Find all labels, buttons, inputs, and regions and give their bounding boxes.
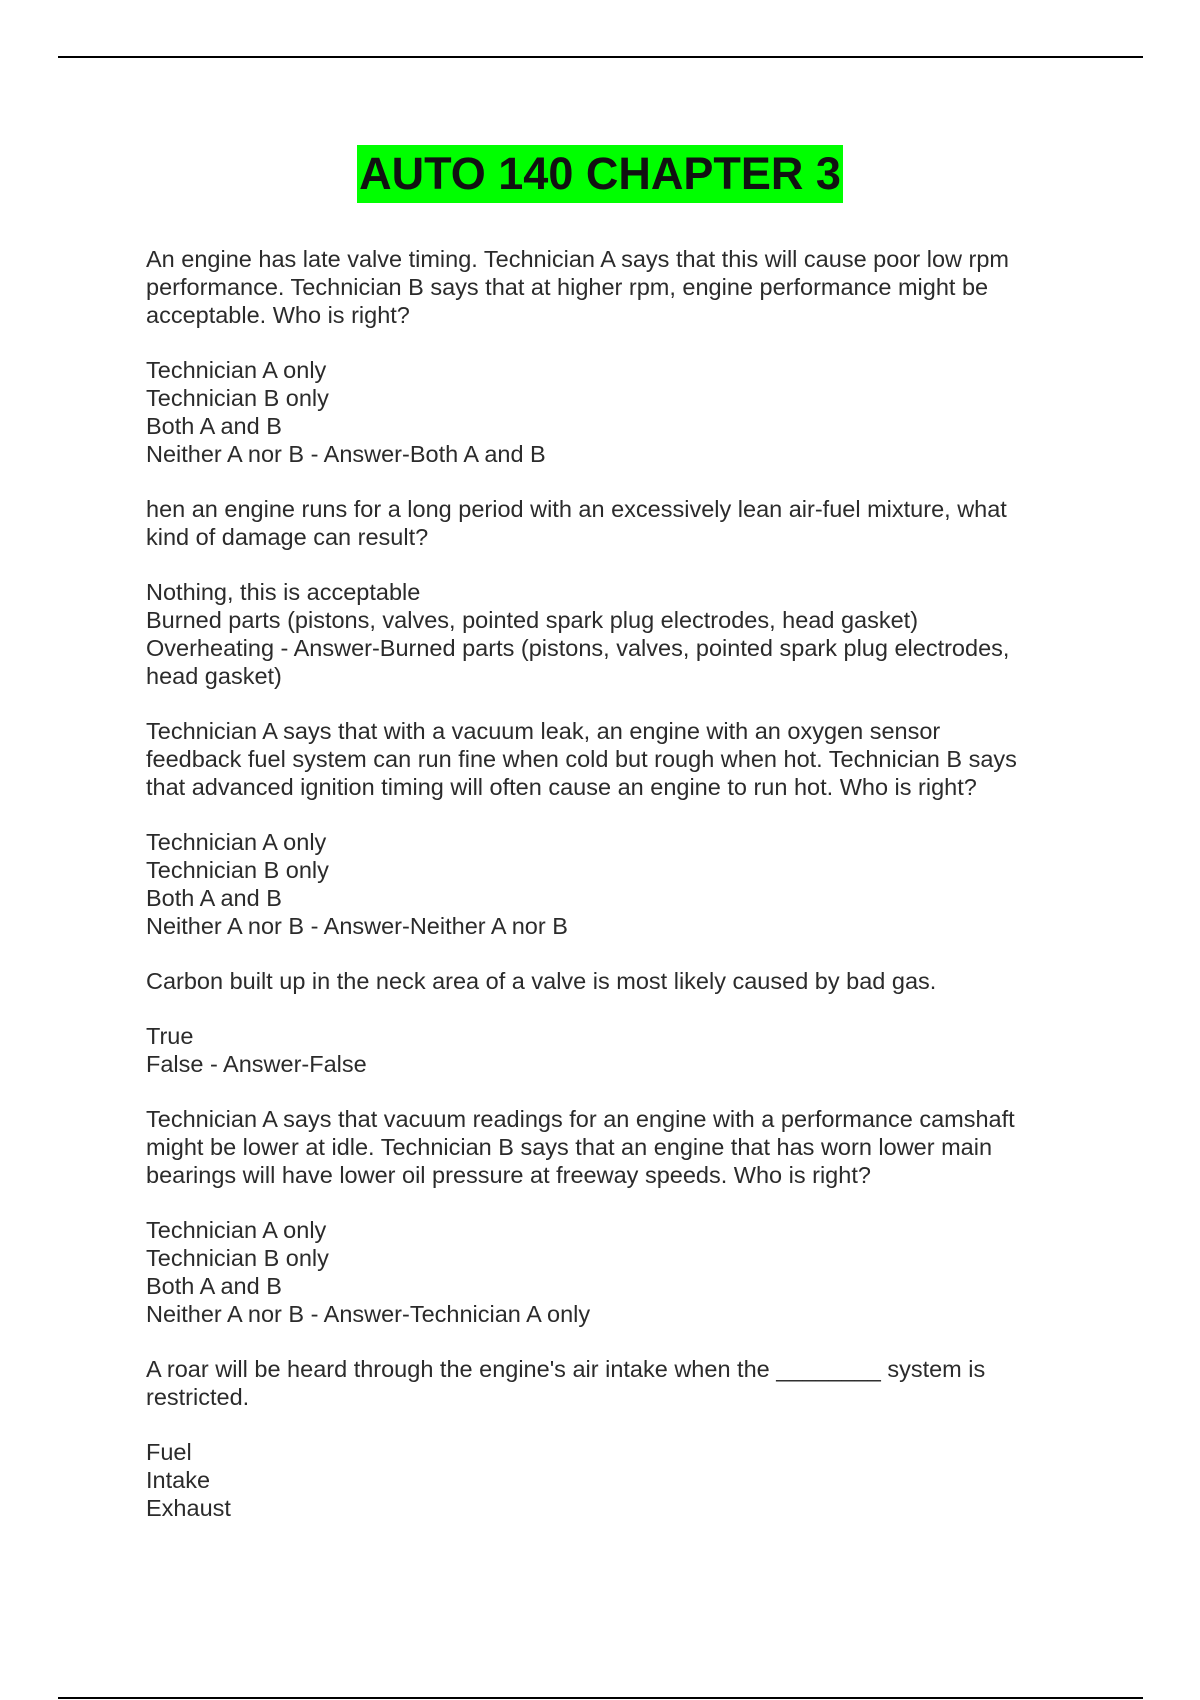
text-line: Technician A only <box>146 829 327 855</box>
text-line: Technician B only <box>146 1245 329 1271</box>
text-line: acceptable. Who is right? <box>146 302 410 328</box>
text-line: Carbon built up in the neck area of a valve is most likely caused by bad gas. <box>146 968 937 994</box>
text-line: An engine has late valve timing. Technician A says that this will cause poor low rpm <box>146 246 1009 272</box>
text-line: Technician B only <box>146 857 329 883</box>
text-line: Both A and B <box>146 413 282 439</box>
text-block <box>146 1105 1066 1189</box>
text-block <box>146 1216 1066 1328</box>
text-line: performance. Technician B says that at higher rpm, engine performance might be <box>146 274 989 300</box>
text-line: Technician A says that vacuum readings for an engine with a performance camshaft <box>146 1106 1015 1132</box>
text-line: Technician A says that with a vacuum leak, an engine with an oxygen sensor <box>146 718 941 744</box>
text-line: Exhaust <box>146 1495 231 1521</box>
text-block <box>146 828 1066 940</box>
text-line: Burned parts (pistons, valves, pointed spark plug electrodes, head gasket) <box>146 607 919 633</box>
text-block <box>146 245 1066 329</box>
text-line: Technician A only <box>146 357 327 383</box>
document-title: AUTO 140 CHAPTER 3 <box>357 145 843 203</box>
text-line: that advanced ignition timing will often cause an engine to run hot. Who is right? <box>146 774 977 800</box>
text-line: A roar will be heard through the engine's air intake when the ________ system is <box>146 1356 986 1382</box>
text-block <box>146 967 1066 995</box>
text-line: Overheating - Answer-Burned parts (pistons, valves, pointed spark plug electrodes, <box>146 635 1010 661</box>
text-line: Both A and B <box>146 1273 282 1299</box>
title-container <box>0 145 1200 203</box>
text-block <box>146 495 1066 551</box>
text-line: Nothing, this is acceptable <box>146 579 421 605</box>
text-line: True <box>146 1023 194 1049</box>
text-line: Neither A nor B - Answer-Neither A nor B <box>146 913 568 939</box>
text-line: kind of damage can result? <box>146 524 429 550</box>
text-line: restricted. <box>146 1384 250 1410</box>
text-line: Technician A only <box>146 1217 327 1243</box>
bottom-rule <box>58 1697 1143 1699</box>
text-block <box>146 717 1066 801</box>
text-line: Technician B only <box>146 385 329 411</box>
text-block <box>146 356 1066 468</box>
text-line: Neither A nor B - Answer-Technician A only <box>146 1301 591 1327</box>
top-rule <box>58 56 1143 58</box>
text-block <box>146 1022 1066 1078</box>
text-line: bearings will have lower oil pressure at freeway speeds. Who is right? <box>146 1162 871 1188</box>
text-line: Both A and B <box>146 885 282 911</box>
text-block <box>146 1438 1066 1522</box>
document-body <box>146 245 1066 1549</box>
text-block <box>146 1355 1066 1411</box>
text-line: Intake <box>146 1467 211 1493</box>
text-line: feedback fuel system can run fine when cold but rough when hot. Technician B says <box>146 746 1017 772</box>
text-line: False - Answer-False <box>146 1051 367 1077</box>
text-line: might be lower at idle. Technician B says that an engine that has worn lower main <box>146 1134 993 1160</box>
text-line: Neither A nor B - Answer-Both A and B <box>146 441 546 467</box>
text-block <box>146 578 1066 690</box>
text-line: head gasket) <box>146 663 282 689</box>
text-line: hen an engine runs for a long period with an excessively lean air-fuel mixture, what <box>146 496 1007 522</box>
text-line: Fuel <box>146 1439 192 1465</box>
